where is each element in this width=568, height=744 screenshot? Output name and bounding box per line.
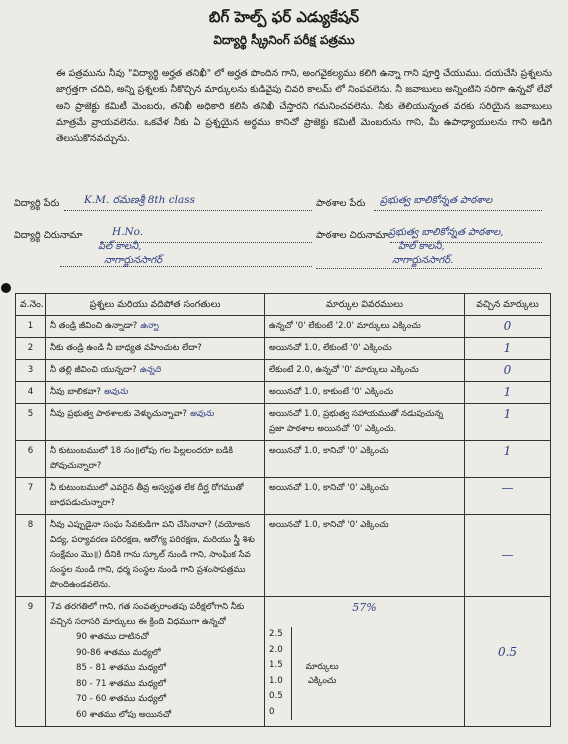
scale-value: 1.5 xyxy=(269,660,283,670)
instructions-paragraph: ఈ పత్రమును నీవు "విద్యార్థి అర్హత తనిఖీ" లో అర్హత పొందిన గాని, అంగవైకల్యము కలిగి ఉన్నా గాని పూర్తి చేయుము. దయచేసి ప్రశ్నలను జాగ్రత్తగా చదివి, అన్ని ప్రశ్నలకు నీకొచ్చిన మార్కులను కుడివైపు చివరి కాలమ్ లో నింపవలెను. నీ జవాబులు అన్నింటిని సరిగా ఉన్నవో లేవో అని ప్రాజెక్టు కమిటీ మెంబరు, తనిఖీ అధికారి కలిసి తనిఖీ చేస్తారని గమనించవలెను. నీకు తెలియున్నంత వరకు సరియైన జవాబులు మాత్రమే వ్రాయవలెను. ఒకవేళ నీకు ఏ ప్రశ్నయైన అర్థము కానిచో ప్రాజెక్టు కమిటీ మెంబరును గాని, మీ ఉపాధ్యాయులను గాని అడిగి తెలుసుకొనవచ్చును. xyxy=(56,68,552,145)
score-cell[interactable]: — xyxy=(465,478,551,515)
table-row xyxy=(16,404,551,441)
marks-cell: అయినచో 1.0, లేకుంటే '0' ఎక్కించు xyxy=(265,338,465,360)
score-cell[interactable]: 0.5 xyxy=(465,597,551,727)
student-address-value-2[interactable]: పిల్ కాలనీ, xyxy=(98,241,142,252)
question-cell xyxy=(46,360,265,382)
header-questions: ప్రశ్నలు మరియు వదిపోత సంగతులు xyxy=(46,294,265,316)
school-address-value-2[interactable]: హిల్ కాలనీ, xyxy=(398,241,445,252)
question-cell xyxy=(46,404,265,441)
student-address-line-2 xyxy=(60,266,312,267)
question-cell: నీ కుటుంబములో 18 సం॥లోపు గల పిల్లలందరూ బడికి పోవుచున్నారా? xyxy=(46,441,265,478)
question-cell xyxy=(46,382,265,404)
grade-item: 70 - 60 శాతము మధ్యలో xyxy=(76,694,167,704)
table-row xyxy=(16,382,551,404)
school-name-label: పాఠశాల పేరు xyxy=(316,198,366,209)
marks-cell: అయినచో 1.0, కానిచో '0' ఎక్కించు xyxy=(265,441,465,478)
marks-cell: ఉన్నచో '0' లేకుంటే '2.0' మార్కులు ఎక్కించు xyxy=(265,316,465,338)
marks-cell xyxy=(265,597,465,727)
marks-cell: అయినచో 1.0, కానిచో '0' ఎక్కించు xyxy=(265,515,465,597)
school-address-line-2 xyxy=(316,268,542,269)
handwritten-note: ఉన్నది xyxy=(139,365,161,375)
school-name-value[interactable]: ప్రభుత్వ బాలికోన్నత పాఠశాల xyxy=(380,195,493,206)
question-text: నీ తల్లి జీవించి యున్నదా? xyxy=(50,365,137,375)
handwritten-note: అవును xyxy=(103,387,128,397)
scale-label xyxy=(292,660,339,688)
student-name-line xyxy=(64,210,312,211)
score-cell[interactable]: 1 xyxy=(465,404,551,441)
student-address-value-1[interactable]: H.No. xyxy=(112,226,144,238)
table-row xyxy=(16,515,551,597)
marks-cell: లేకుంటే 2.0, ఉన్నచో '0' మార్కులు ఎక్కించు xyxy=(265,360,465,382)
handwritten-note: ఉన్నా xyxy=(139,321,159,331)
grade-list xyxy=(50,630,260,723)
question-cell xyxy=(46,597,265,727)
student-address-value-3[interactable]: నాగార్జునసాగర్ xyxy=(104,255,163,266)
question-text: 7వ తరగతిలో గాని, గత సంవత్సరాంతపు పరీక్షలోగాని నీకు వచ్చిన సరాసరి మార్కులు ఈ క్రింది విధముగా ఉన్నచో xyxy=(50,602,245,627)
score-cell[interactable]: 1 xyxy=(465,338,551,360)
table-row xyxy=(16,441,551,478)
table-row xyxy=(16,478,551,515)
marks-scale xyxy=(269,627,460,720)
scale-values xyxy=(269,627,292,720)
table-row xyxy=(16,597,551,727)
scale-value: 2.5 xyxy=(269,629,283,639)
row-number: 4 xyxy=(16,382,46,404)
table-row xyxy=(16,338,551,360)
question-cell: నీకు తండ్రి ఉండి నీ బాధ్యత వహించుట లేదా? xyxy=(46,338,265,360)
school-name-line xyxy=(374,210,542,211)
marks-cell: అయినచో 1.0, ప్రభుత్వ సహాయముతో నడుపుచున్న ప్రజా పాఠశాల అయినచో '0' ఎక్కించు. xyxy=(265,404,465,441)
header-serial: వ.నెం. xyxy=(16,294,46,316)
row-number: 1 xyxy=(16,316,46,338)
school-address-value-1[interactable]: ప్రభుత్వ బాలికోన్నత పాఠశాల, xyxy=(388,227,504,238)
table-row xyxy=(16,360,551,382)
scale-value: 0 xyxy=(269,706,275,717)
school-address-label: పాఠశాల చిరునామా xyxy=(316,230,389,241)
student-address-label: విద్యార్థి చిరునామా xyxy=(14,230,83,241)
handwritten-note: అవును xyxy=(189,409,214,419)
score-cell[interactable]: 0 xyxy=(465,360,551,382)
score-cell[interactable]: 0 xyxy=(465,316,551,338)
screening-table xyxy=(15,293,551,727)
row-number: 7 xyxy=(16,478,46,515)
question-text: నీవు బాలికవా? xyxy=(50,387,101,397)
row-number: 9 xyxy=(16,597,46,727)
grade-item: 60 శాతము లోపు అయినచో xyxy=(76,709,172,720)
scale-value: 2.0 xyxy=(269,644,283,655)
row-number: 3 xyxy=(16,360,46,382)
row-number: 5 xyxy=(16,404,46,441)
header-obtained-marks: వచ్చిన మార్కులు xyxy=(465,294,551,316)
scale-value: 0.5 xyxy=(269,691,283,701)
marks-cell: అయినచో 1.0, కాకుంటే '0' ఎక్కించు xyxy=(265,382,465,404)
score-cell[interactable]: 1 xyxy=(465,441,551,478)
question-cell xyxy=(46,316,265,338)
score-cell[interactable]: — xyxy=(465,515,551,597)
grade-item: 90-86 శాతము మధ్యలో xyxy=(76,647,161,658)
handwritten-percent: 57% xyxy=(352,601,377,614)
form-subtitle: విద్యార్థి స్క్రీనింగ్ పరీక్ష పత్రము xyxy=(213,33,355,47)
table-row xyxy=(16,316,551,338)
header-marks-details: మార్కుల వివరములు xyxy=(265,294,465,316)
question-cell: నీ కుటుంబములో ఎవరైన తీవ్ర అస్వస్థత లేక దీర్ఘ రోగముతో బాధపడుచున్నారా? xyxy=(46,478,265,515)
student-name-value[interactable]: K.M. రమణశ్రీ 8th class xyxy=(84,194,196,206)
punch-hole xyxy=(1,283,11,293)
student-name-label: విద్యార్థి పేరు xyxy=(14,198,60,209)
scale-label-line-1: మార్కులు xyxy=(305,661,339,672)
scale-value: 1.0 xyxy=(269,675,283,686)
question-text: నీవు ప్రభుత్వ పాఠశాలకు వెళ్ళుచున్నావా? xyxy=(50,409,187,419)
grade-item: 90 శాతము దాటినచో xyxy=(76,632,149,642)
marks-cell: అయినచో 1.0, కానిచో '0' ఎక్కించు xyxy=(265,478,465,515)
row-number: 8 xyxy=(16,515,46,597)
score-cell[interactable]: 1 xyxy=(465,382,551,404)
row-number: 2 xyxy=(16,338,46,360)
form-title: బిగ్ హెల్ప్ ఫర్ ఎడ్యుకేషన్ xyxy=(208,8,360,26)
grade-item: 80 - 71 శాతము మధ్యలో xyxy=(76,678,167,689)
grade-item: 85 - 81 శాతము మధ్యలో xyxy=(76,663,167,673)
row-number: 6 xyxy=(16,441,46,478)
school-address-value-3[interactable]: నాగార్జునసాగర్. xyxy=(392,255,454,266)
question-cell: నీవు ఎప్పుడైనా సంఘ సేవకుడిగా పని చేసినావా? (వయోజన విద్య, పర్యావరణ పరిరక్షణ, ఆరోగ్య పరిరక్షణ, మరియు స్త్రీ శిశు సంక్షేమం మొ॥) దీనికి గాను స్కూల్ నుండి గాని, సాంఘిక సేవ సంస్థల నుండి గాని, ధర్మ సంస్థల నుండి గాని ప్రశంసాపత్రము పొందిఉండవలెను. xyxy=(46,515,265,597)
question-text: నీ తండ్రి జీవించి ఉన్నాడా? xyxy=(50,321,138,331)
scale-label-line-2: ఎక్కించు xyxy=(307,675,337,686)
table-header-row xyxy=(16,294,551,316)
